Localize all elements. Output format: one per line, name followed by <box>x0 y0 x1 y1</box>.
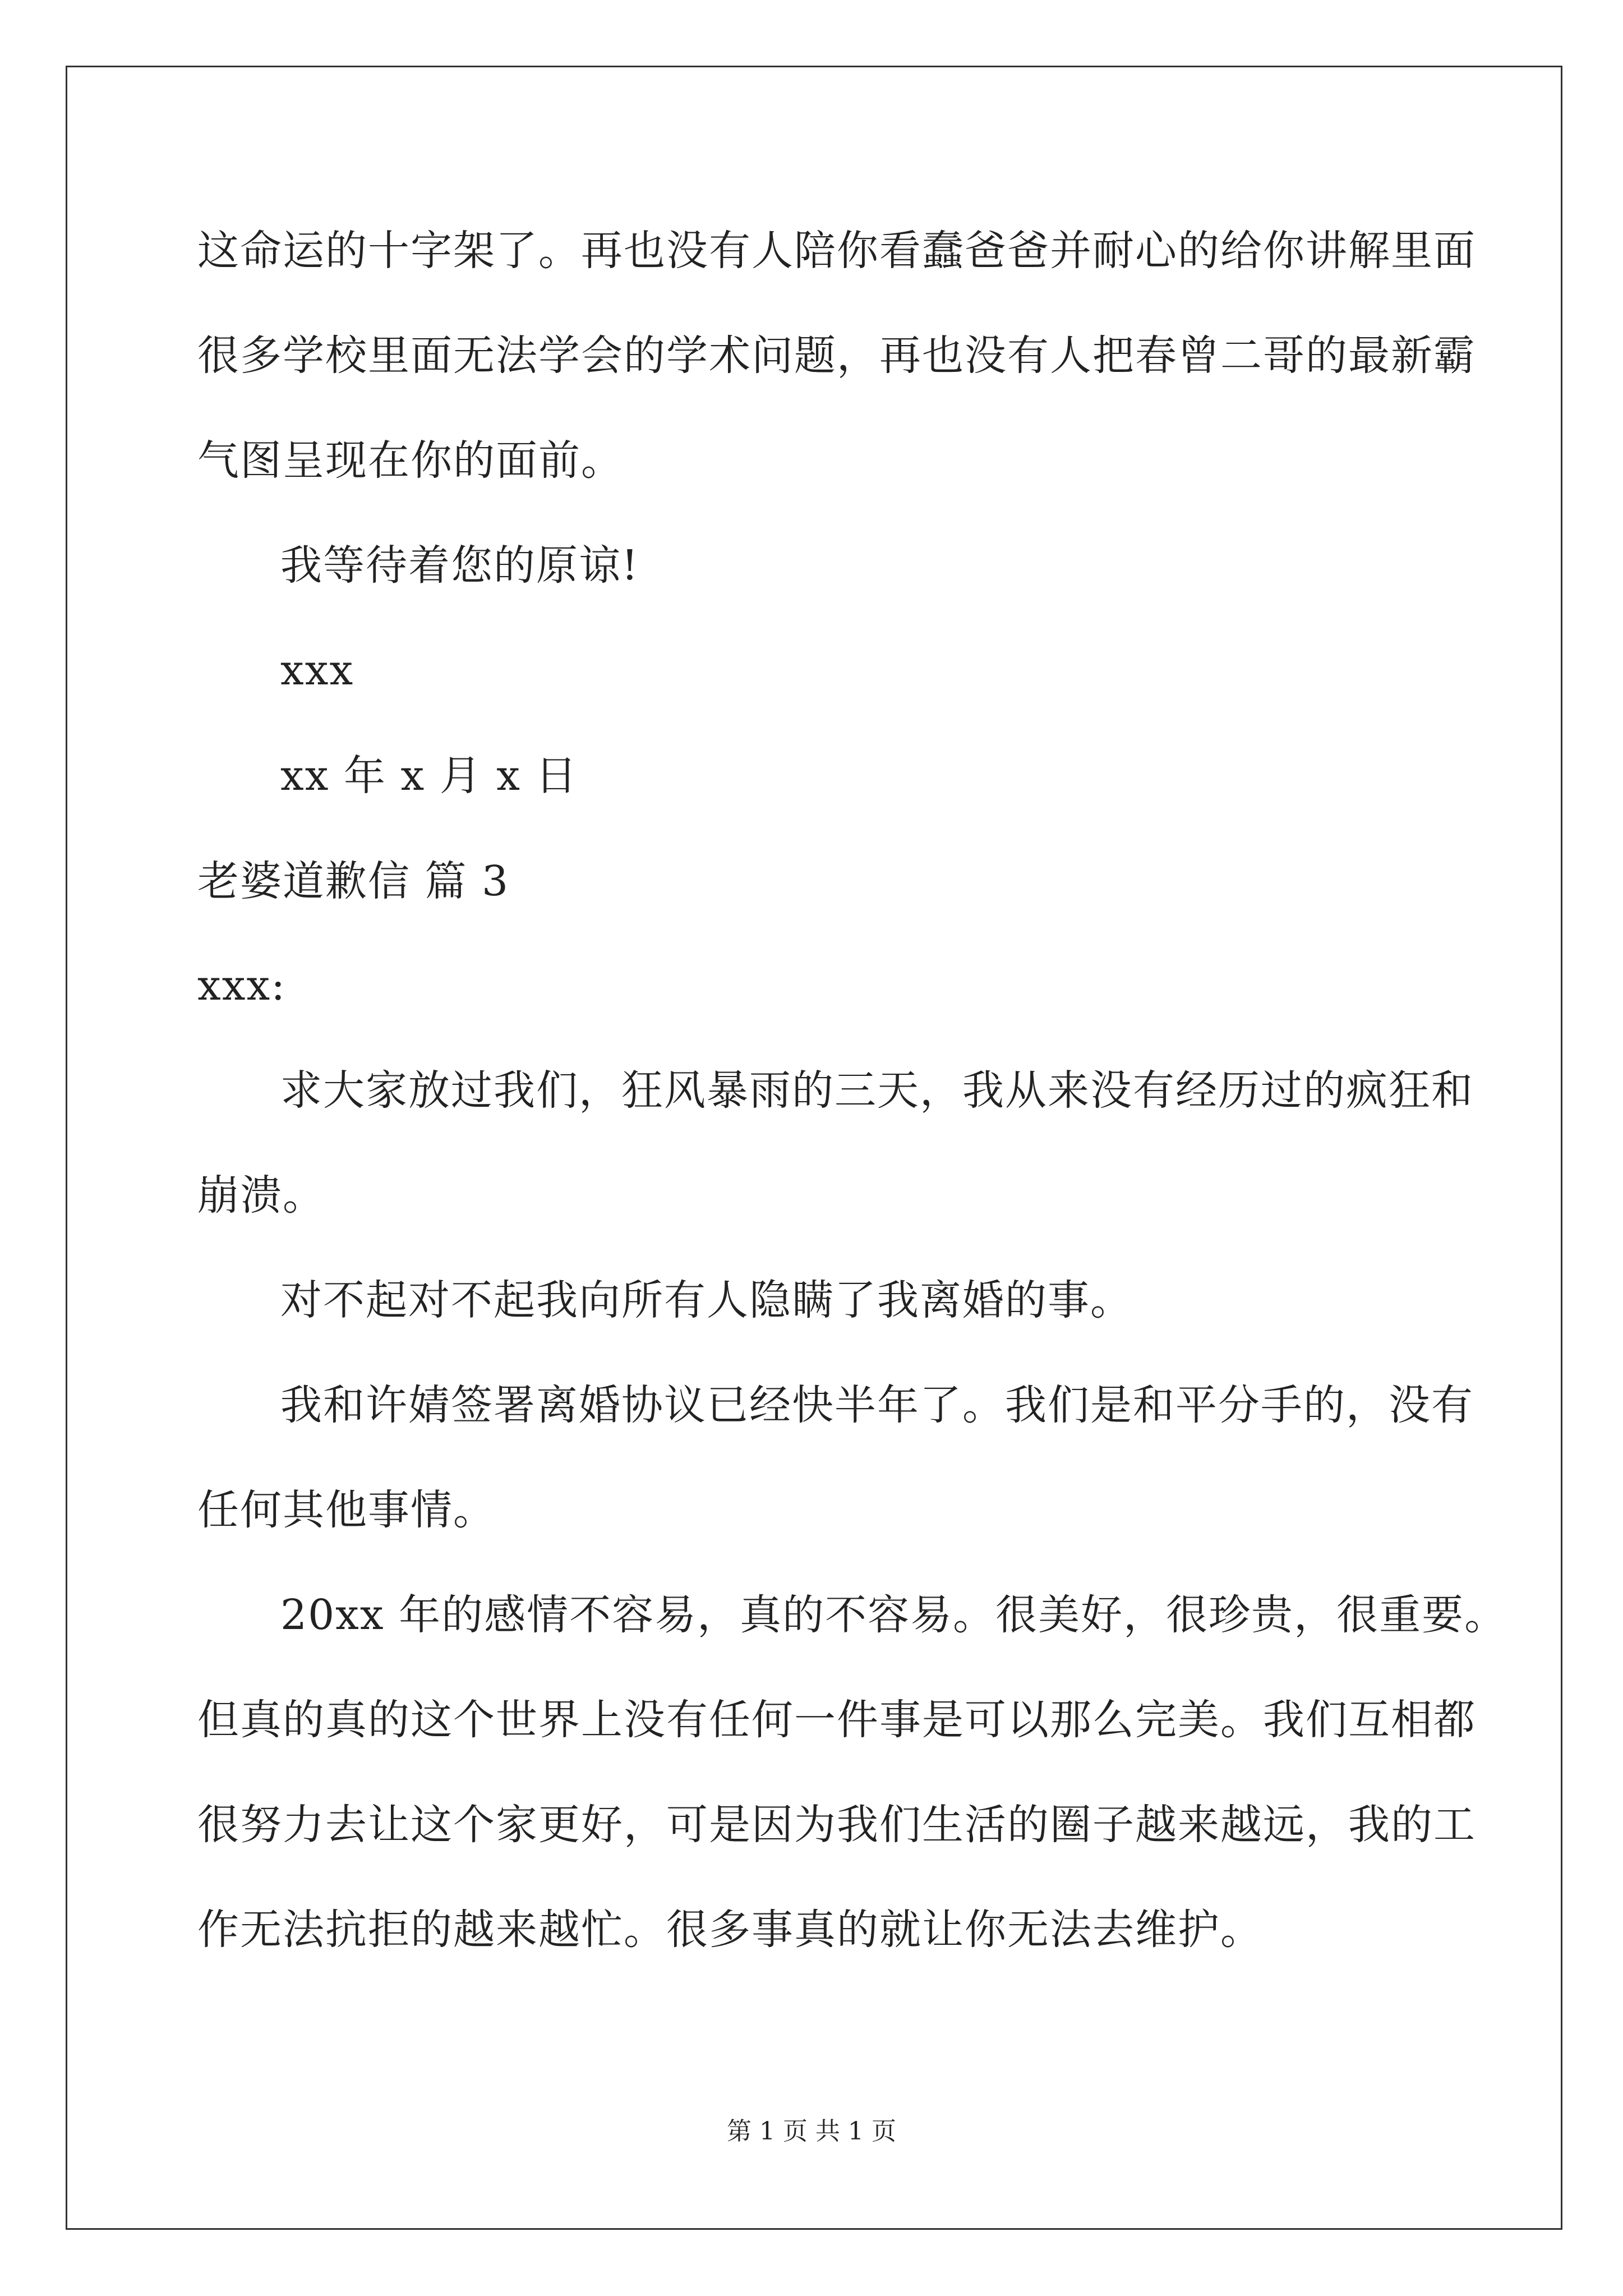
body-line: 任何其他事情。 <box>197 1486 496 1534</box>
body-line: 求大家放过我们，狂风暴雨的三天，我从来没有经历过的疯狂和 <box>280 1066 1474 1115</box>
section-heading: 老婆道歉信 篇 3 <box>197 857 510 905</box>
date-line: xx 年 x 月 x 日 <box>280 752 578 800</box>
body-line: 我和许婧签署离婚协议已经快半年了。我们是和平分手的，没有 <box>280 1381 1474 1429</box>
body-line: 崩溃。 <box>197 1171 325 1220</box>
body-line: 很努力去让这个家更好，可是因为我们生活的圈子越来越远，我的工 <box>197 1801 1476 1849</box>
salutation: xxx: <box>197 961 287 1010</box>
body-line: 气图呈现在你的面前。 <box>197 436 624 485</box>
body-line: 很多学校里面无法学会的学术问题，再也没有人把春曾二哥的最新霸 <box>197 332 1476 380</box>
page-footer: 第 1 页 共 1 页 <box>727 2117 896 2146</box>
signature: xxx <box>280 646 354 694</box>
body-line: 对不起对不起我向所有人隐瞒了我离婚的事。 <box>280 1276 1133 1324</box>
body-line: 这命运的十字架了。再也没有人陪你看蠢爸爸并耐心的给你讲解里面 <box>197 227 1476 275</box>
body-line: 20xx 年的感情不容易，真的不容易。很美好，很珍贵，很重要。 <box>280 1591 1507 1639</box>
body-line: 作无法抗拒的越来越忙。很多事真的就让你无法去维护。 <box>197 1906 1263 1954</box>
body-line: 但真的真的这个世界上没有任何一件事是可以那么完美。我们互相都 <box>197 1696 1476 1744</box>
closing-line: 我等待着您的原谅! <box>280 541 639 590</box>
